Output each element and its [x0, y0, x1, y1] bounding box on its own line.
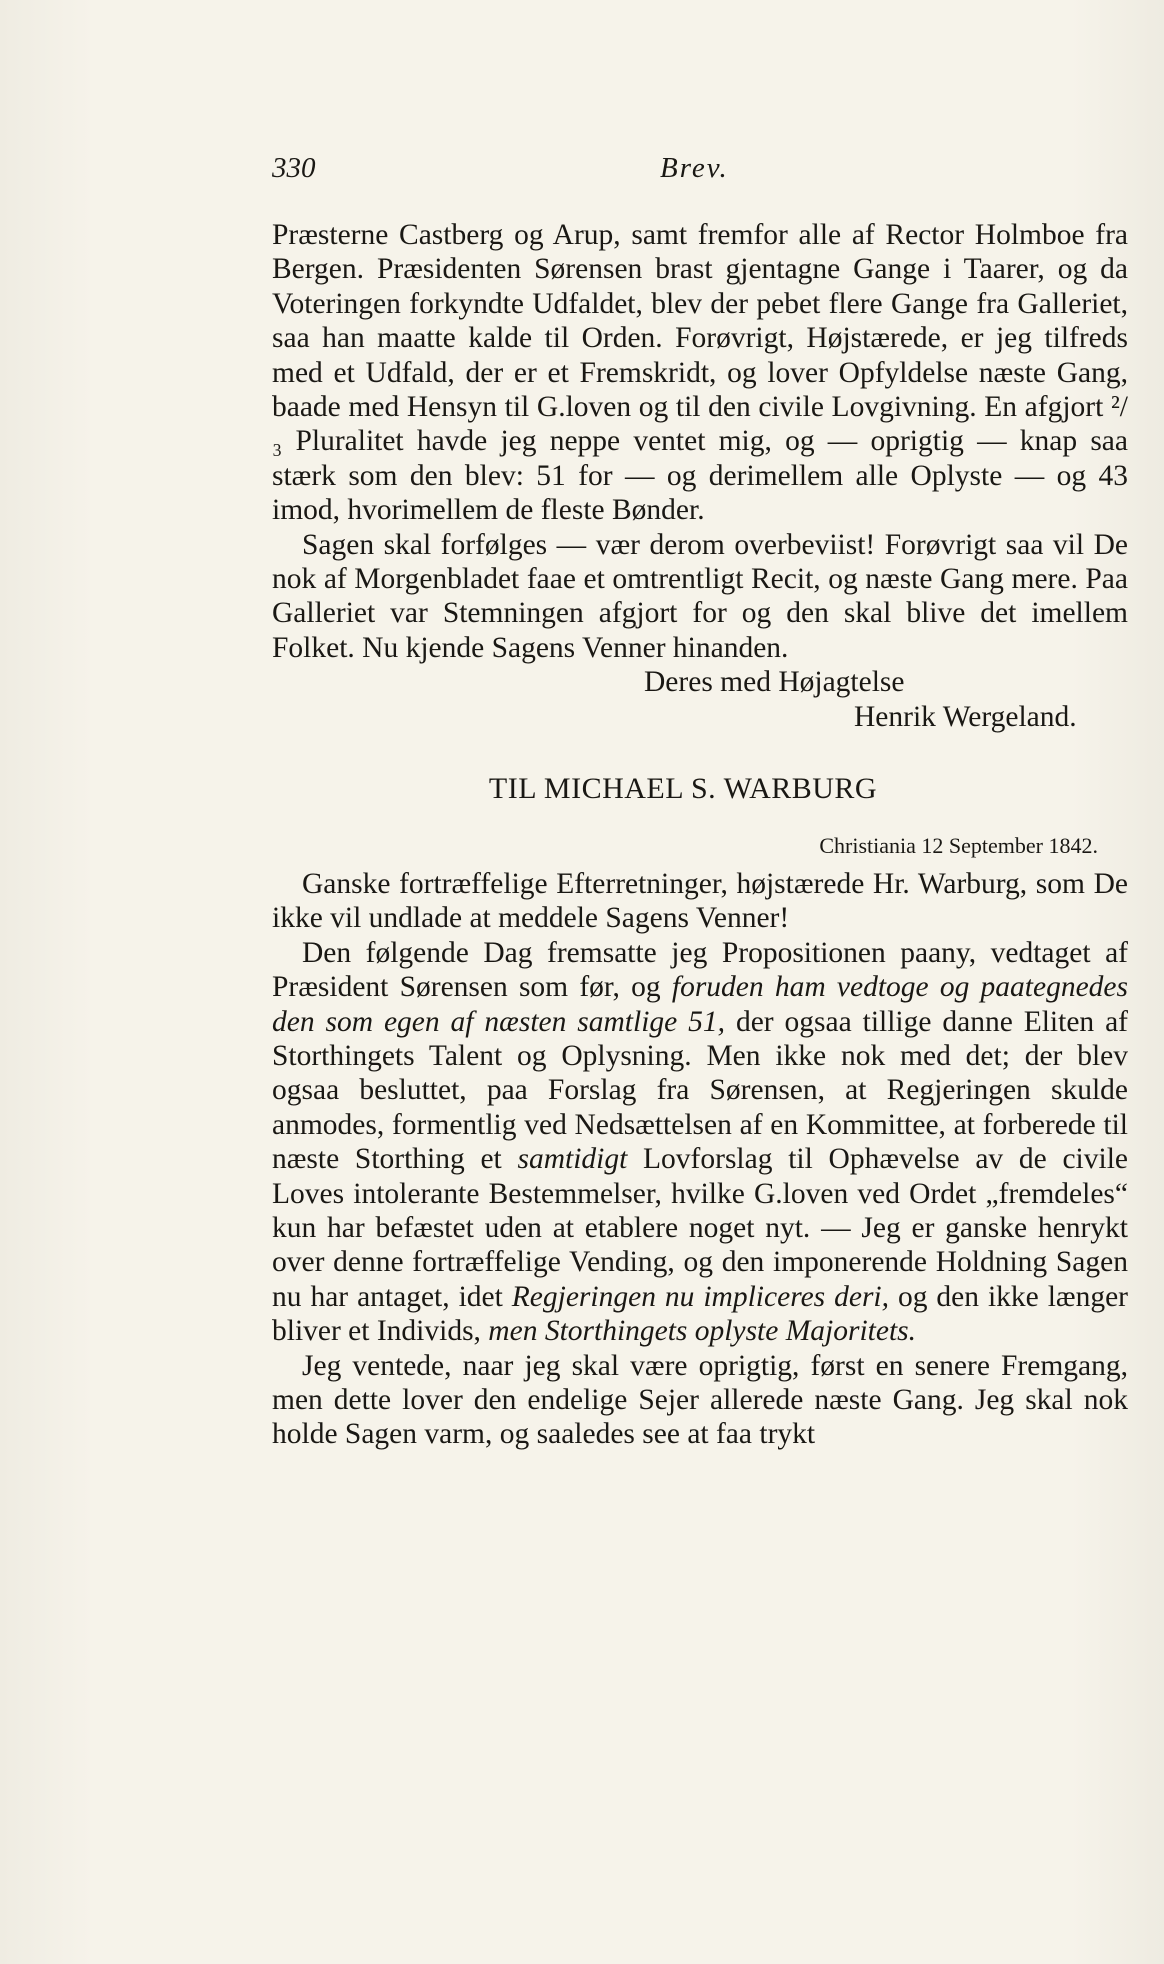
page-body	[272, 218, 1128, 1452]
letter2-paragraph-2-emphasis-3: Regjeringen nu impliceres deri,	[511, 1280, 890, 1313]
letter2-paragraph-2-part-e: Lovforslag til Ophævelse av de civile Loves intolerante Bestemmelser, hvilke G.loven ved Ordet „fremdeles“ kun har befæstet uden at etablere noget nyt. — Jeg er ganske henrykt over denne fortræffelige Vending, og den imponerende Holdning Sagen nu har antaget, idet	[272, 1143, 1128, 1313]
letter1-paragraph-2: Sagen skal forfølges — vær derom overbeviist! Forøvrigt saa vil De nok af Morgenbladet faae et omtrentligt Recit, og næste Gang mere. Paa Galleriet var Stemningen afgjort for og den skal blive det imellem Folket. Nu kjende Sagens Venner hinanden.	[272, 528, 1128, 664]
letter2-paragraph-1: Ganske fortræffelige Efterretninger, højstærede Hr. Warburg, som De ikke vil undlade at meddele Sagens Venner!	[272, 867, 1128, 935]
letter2-paragraph-2-part-g: og den ikke længer bliver et Individs,	[272, 1280, 1129, 1348]
letter2-paragraph-2-part-a: Den følgende Dag fremsatte jeg Propositionen paany, vedtaget af Præsident Sørensen som før, og	[272, 936, 1128, 1004]
letter2-paragraph-3: Jeg ventede, naar jeg skal være oprigtig, først en senere Fremgang, men dette lover den endelige Sejer allerede næste Gang. Jeg skal nok holde Sagen varm, og saaledes see at faa trykt	[272, 1349, 1128, 1451]
letter2-paragraph-2-emphasis-1: foruden ham vedtoge og paategnedes den som egen af næsten samtlige 51,	[272, 971, 1128, 1038]
letter1-paragraph-1: Præsterne Castberg og Arup, samt fremfor alle af Rector Holmboe fra Bergen. Præsidenten Sørensen brast gjentagne Gange i Taarer, og da Voteringen forkyndte Udfaldet, blev der pebet flere Gange fra Galleriet, saa han maatte kalde til Orden. Forøvrigt, Højstærede, er jeg tilfreds med et Udfald, der er et Fremskridt, og lover Opfyldelse næste Gang, baade med Hensyn til G.loven og til den civile Lovgivning. En afgjort ²/₃ Pluralitet havde jeg neppe ventet mig, og — oprigtig — knap saa stærk som den blev: 51 for — og derimellem alle Oplyste — og 43 imod, hvorimellem de fleste Bønder.	[272, 219, 1128, 527]
letter2-paragraph-2-emphasis-2: samtidigt	[517, 1143, 628, 1176]
letter2-paragraph-2	[272, 936, 1128, 1349]
letter1-closing: Deres med Højagtelse	[644, 666, 905, 699]
letter2-paragraph-2-emphasis-4: men Storthingets oplyste Majoritets.	[488, 1315, 917, 1348]
letter2-heading: TIL MICHAEL S. WARBURG	[488, 772, 878, 806]
letter2-paragraph-2-part-c: der ogsaa tillige danne Eliten af Storthingets Talent og Oplysning. Men ikke nok med det; der blev ogsaa besluttet, paa Forslag fra Sørensen, at Regjeringen skulde anmodes, formentlig ved Nedsættelsen af en Kommittee, at forberede til næste Storthing et	[272, 1005, 1128, 1176]
letter2-dateline: Christiania 12 September 1842.	[819, 832, 1098, 858]
page-header	[272, 152, 1126, 192]
letter1-signature: Henrik Wergeland.	[854, 700, 1077, 733]
running-title: Brev.	[660, 152, 729, 184]
page-number: 330	[272, 152, 316, 184]
